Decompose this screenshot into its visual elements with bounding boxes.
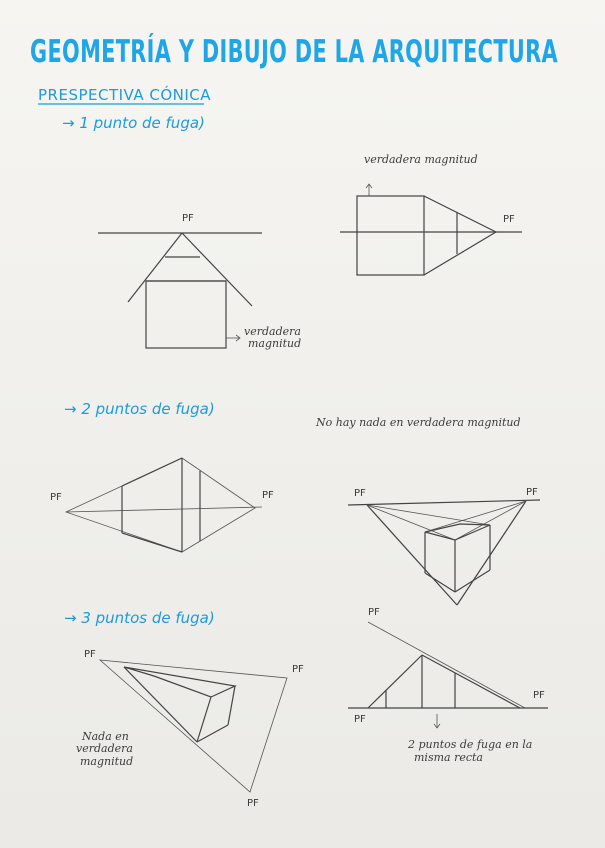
pf-label-top-left: PF [84,649,96,660]
right-slope [422,655,520,708]
note-no-hay-nada: No hay nada en verdadera magnitud [316,416,521,429]
note-magnitud: magnitud [80,755,134,768]
vanishing-line [367,505,455,540]
figure-three-points-b [348,607,548,764]
section-one-point: → 1 punto de fuga) [62,114,205,132]
bottom-edge [425,573,455,592]
figure-one-point-a [98,213,301,350]
vanishing-line [128,233,182,302]
vanishing-line [367,505,457,605]
figure-three-points-a [76,649,304,809]
pf-label-right: PF [292,664,304,675]
pf-label: PF [182,213,194,224]
section-two-points: → 2 puntos de fuga) [64,400,215,418]
bottom-edge [122,533,182,552]
pf-label-top: PF [368,607,380,618]
page-subtitle: PRESPECTIVA CÓNICA [38,86,212,104]
note-dos-puntos: 2 puntos de fuga en la [408,738,533,751]
front-face-square [146,281,226,348]
note-verdadera: verdadera [244,325,301,338]
vanishing-line [424,196,496,232]
figure-two-points-b [348,487,540,605]
top-edge [122,458,182,486]
page-title: GEOMETRÍA Y DIBUJO DE LA ARQUITECTURA [30,34,558,70]
pf-label-right: PF [262,490,274,501]
left-slope [368,655,422,708]
pf-label: PF [503,214,515,225]
note-nada-en: Nada en [82,730,129,743]
note-magnitud: magnitud [248,337,302,350]
vanishing-line [457,501,526,605]
pf-label-left: PF [50,492,62,503]
pf-label-bottom: PF [247,798,259,809]
vanishing-line [424,232,496,275]
vanishing-line [367,505,490,525]
right-edge [228,686,235,725]
figure-one-point-b [340,153,522,275]
front-face-square [357,196,424,275]
construction-lines [66,458,255,552]
horizon-line [348,500,540,505]
bottom-edge [455,570,490,592]
horizon-line [66,507,262,512]
pf-label-left: PF [354,714,366,725]
section-three-points: → 3 puntos de fuga) [64,609,215,627]
vanishing-line [182,233,252,306]
note-verdadera-magnitud: verdadera magnitud [364,153,478,166]
pf-label-left: PF [354,488,366,499]
note-misma-recta: misma recta [414,751,483,764]
note-verdadera: verdadera [76,742,133,755]
pf-label-right: PF [533,690,545,701]
vanishing-line [368,622,525,708]
pf-label-right: PF [526,487,538,498]
figure-two-points-a [50,458,274,552]
construction-triangle [100,660,287,792]
